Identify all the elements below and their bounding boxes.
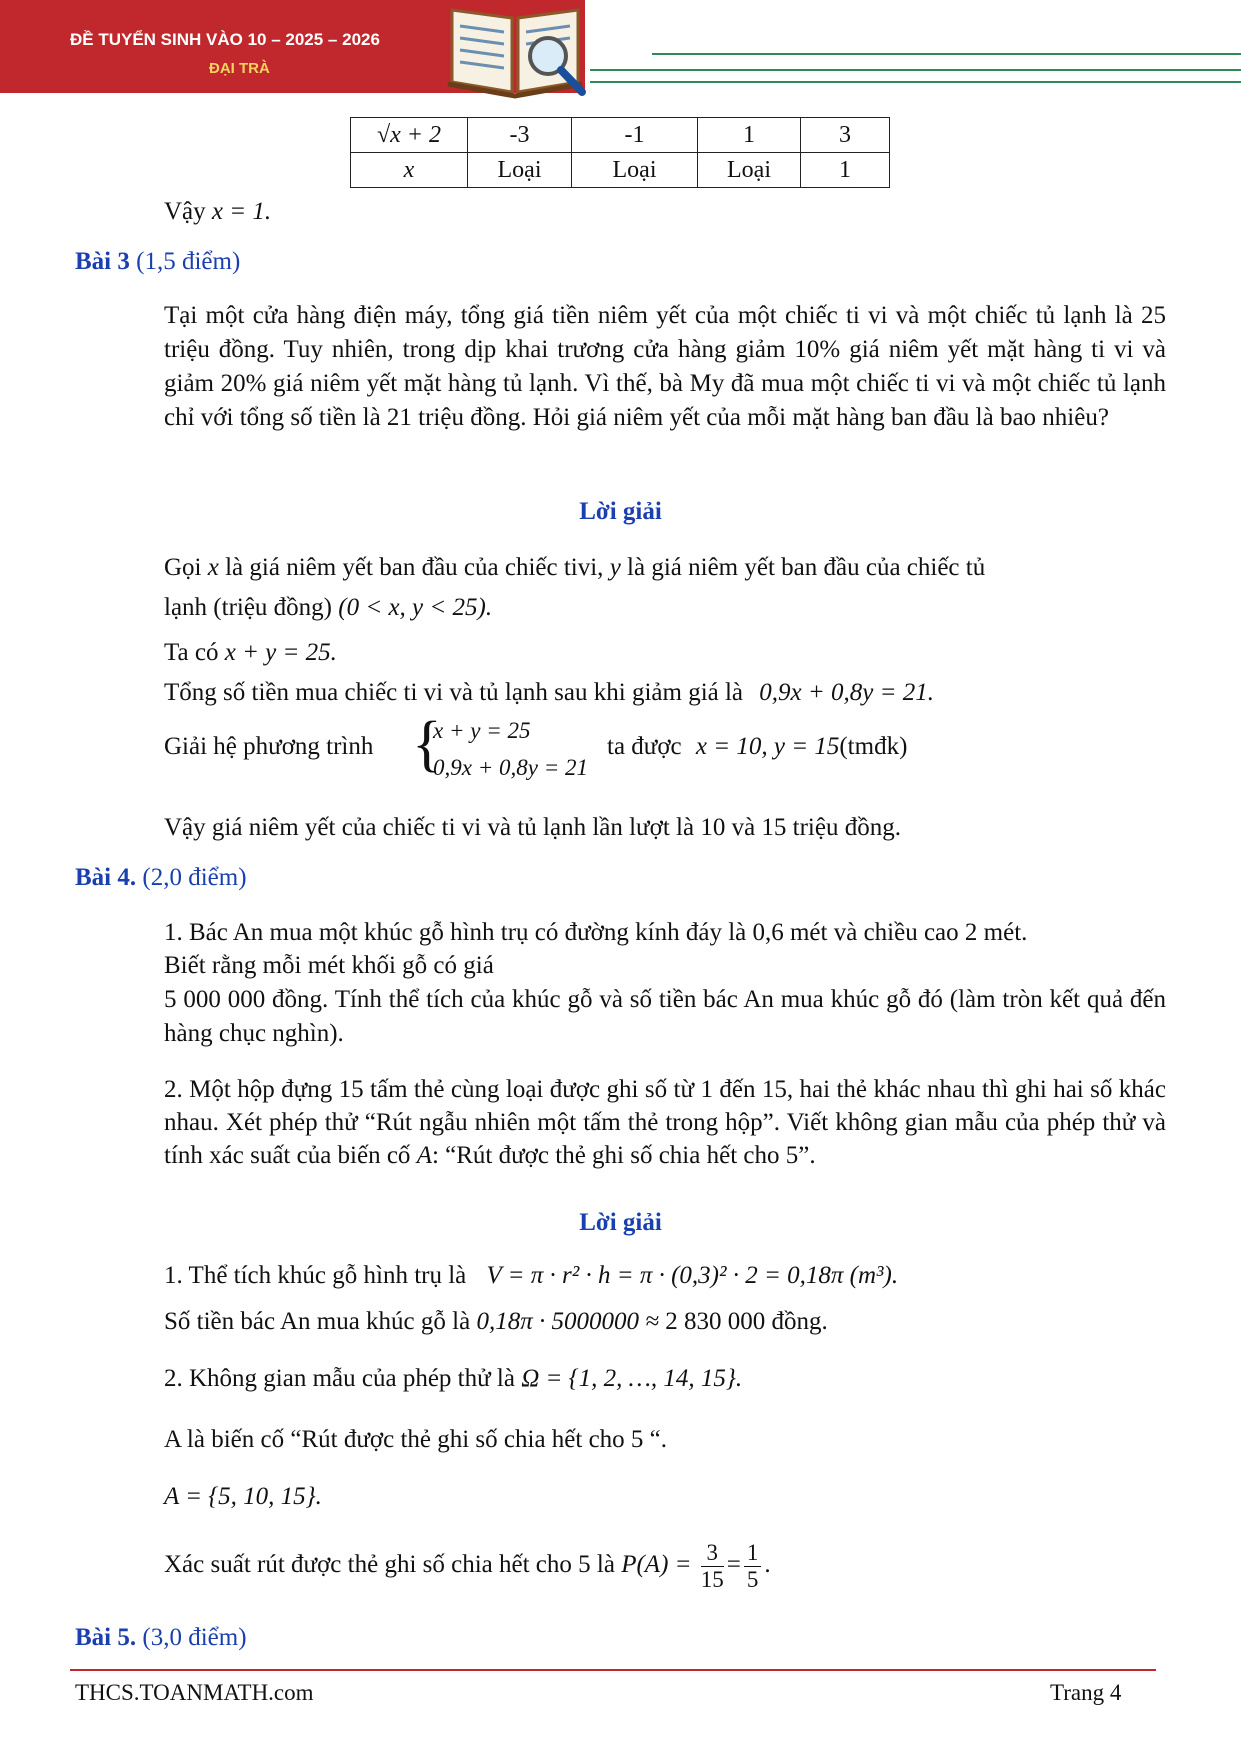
- table-row2-head: x: [351, 153, 468, 188]
- header-line-middle: [590, 69, 1241, 71]
- bai4-sol-probability: Xác suất rút được thẻ ghi số chia hết cho 5 là P(A) = $\frac{3}{15}$ = $\frac{1}{5}$ .: [164, 1540, 771, 1592]
- bai5-heading: Bài 5. (3,0 điểm): [75, 1624, 247, 1651]
- table-cell: Loại: [698, 153, 801, 188]
- table-row1-head: √x + 2: [351, 118, 468, 153]
- bai4-sol-sample-space: 2. Không gian mẫu của phép thử là Ω = {1, 2, …, 14, 15}.: [164, 1365, 743, 1392]
- value-table: [350, 117, 890, 188]
- header-line-top: [652, 53, 1241, 55]
- bai3-sol-line3: Ta có x + y = 25.: [164, 639, 337, 666]
- system-eq1: x + y = 25: [433, 718, 531, 743]
- table-cell: Loại: [572, 153, 698, 188]
- table-cell: 3: [801, 118, 890, 153]
- footer-page-number: Trang 4: [1050, 1680, 1122, 1705]
- bai3-sol-line2: lạnh (triệu đồng) (0 < x, y < 25).: [164, 594, 493, 621]
- table-cell: 1: [801, 153, 890, 188]
- header-title: ĐỀ TUYỂN SINH VÀO 10 – 2025 – 2026: [70, 30, 380, 49]
- bai4-heading: Bài 4. (2,0 điểm): [75, 864, 247, 891]
- table-cell: 1: [698, 118, 801, 153]
- bai3-solution-title: Lời giải: [579, 498, 662, 525]
- book-magnifier-icon: [440, 0, 590, 100]
- bai4-part1-line2: Biết rằng mỗi mét khối gỗ có giá: [164, 952, 494, 979]
- header-line-bottom: [590, 81, 1241, 83]
- table-cell: -1: [572, 118, 698, 153]
- footer-line: [70, 1669, 1156, 1671]
- footer-site: THCS.TOANMATH.com: [75, 1680, 314, 1705]
- bai4-sol-event-set: A = {5, 10, 15}.: [164, 1483, 322, 1510]
- conclusion-x: Vậy x = 1.: [164, 198, 272, 225]
- bai3-problem: Tại một cửa hàng điện máy, tổng giá tiền niêm yết của một chiếc ti vi và một chiếc tủ lạnh là 25 triệu đồng. Tuy nhiên, trong dịp khai trương cửa hàng giảm 10% giá niêm yết mặt hàng ti vi và giảm 20% giá niêm yết mặt hàng tủ lạnh. Vì thế, bà My đã mua một chiếc ti vi và một chiếc tủ lạnh chỉ với tổng số tiền là 21 triệu đồng. Hỏi giá niêm yết của mỗi mặt hàng ban đầu là bao nhiêu?: [164, 302, 1166, 431]
- system-eq2: 0,9x + 0,8y = 21: [433, 755, 588, 780]
- bai4-solution-title: Lời giải: [579, 1209, 662, 1236]
- bai4-part1-line3: 5 000 000 đồng. Tính thể tích của khúc gỗ và số tiền bác An mua khúc gỗ đó (làm tròn kết quả đến hàng chục nghìn).: [164, 986, 1166, 1047]
- header-subtitle: ĐẠI TRÀ: [209, 60, 270, 77]
- table-cell: -3: [468, 118, 572, 153]
- bai4-sol-event: A là biến cố “Rút được thẻ ghi số chia hết cho 5 “.: [164, 1426, 668, 1453]
- bai3-sol-line4: Tổng số tiền mua chiếc ti vi và tủ lạnh sau khi giảm giá là 0,9x + 0,8y = 21.: [164, 679, 934, 706]
- bai3-sol-line1: Gọi x là giá niêm yết ban đầu của chiếc tivi, y là giá niêm yết ban đầu của chiếc tủ: [164, 554, 986, 581]
- bai3-heading: Bài 3 (1,5 điểm): [75, 248, 241, 275]
- system-result: ta được x = 10, y = 15(tmđk): [607, 733, 908, 760]
- system-brace: {: [412, 710, 442, 778]
- bai4-sol-volume: 1. Thể tích khúc gỗ hình trụ là V = π · r² · h = π · (0,3)² · 2 = 0,18π (m³).: [164, 1262, 899, 1289]
- bai3-system-label: Giải hệ phương trình: [164, 733, 374, 760]
- bai4-part2: 2. Một hộp đựng 15 tấm thẻ cùng loại được ghi số từ 1 đến 15, hai thẻ khác nhau thì ghi hai số khác nhau. Xét phép thử “Rút ngẫu nhiên một tấm thẻ trong hộp”. Viết không gian mẫu của phép thử và tính xác suất của biến cố A: “Rút được thẻ ghi số chia hết cho 5”.: [164, 1076, 1166, 1169]
- fraction-3-15: $\frac{3}{15}$: [700, 1540, 724, 1592]
- bai3-conclusion: Vậy giá niêm yết của chiếc ti vi và tủ lạnh lần lượt là 10 và 15 triệu đồng.: [164, 814, 901, 841]
- fraction-1-5: $\frac{1}{5}$: [744, 1540, 762, 1593]
- table-cell: Loại: [468, 153, 572, 188]
- bai4-sol-cost: Số tiền bác An mua khúc gỗ là 0,18π · 5000000 ≈ 2 830 000 đồng.: [164, 1308, 828, 1335]
- bai4-part1-line1: 1. Bác An mua một khúc gỗ hình trụ có đường kính đáy là 0,6 mét và chiều cao 2 mét.: [164, 919, 1028, 946]
